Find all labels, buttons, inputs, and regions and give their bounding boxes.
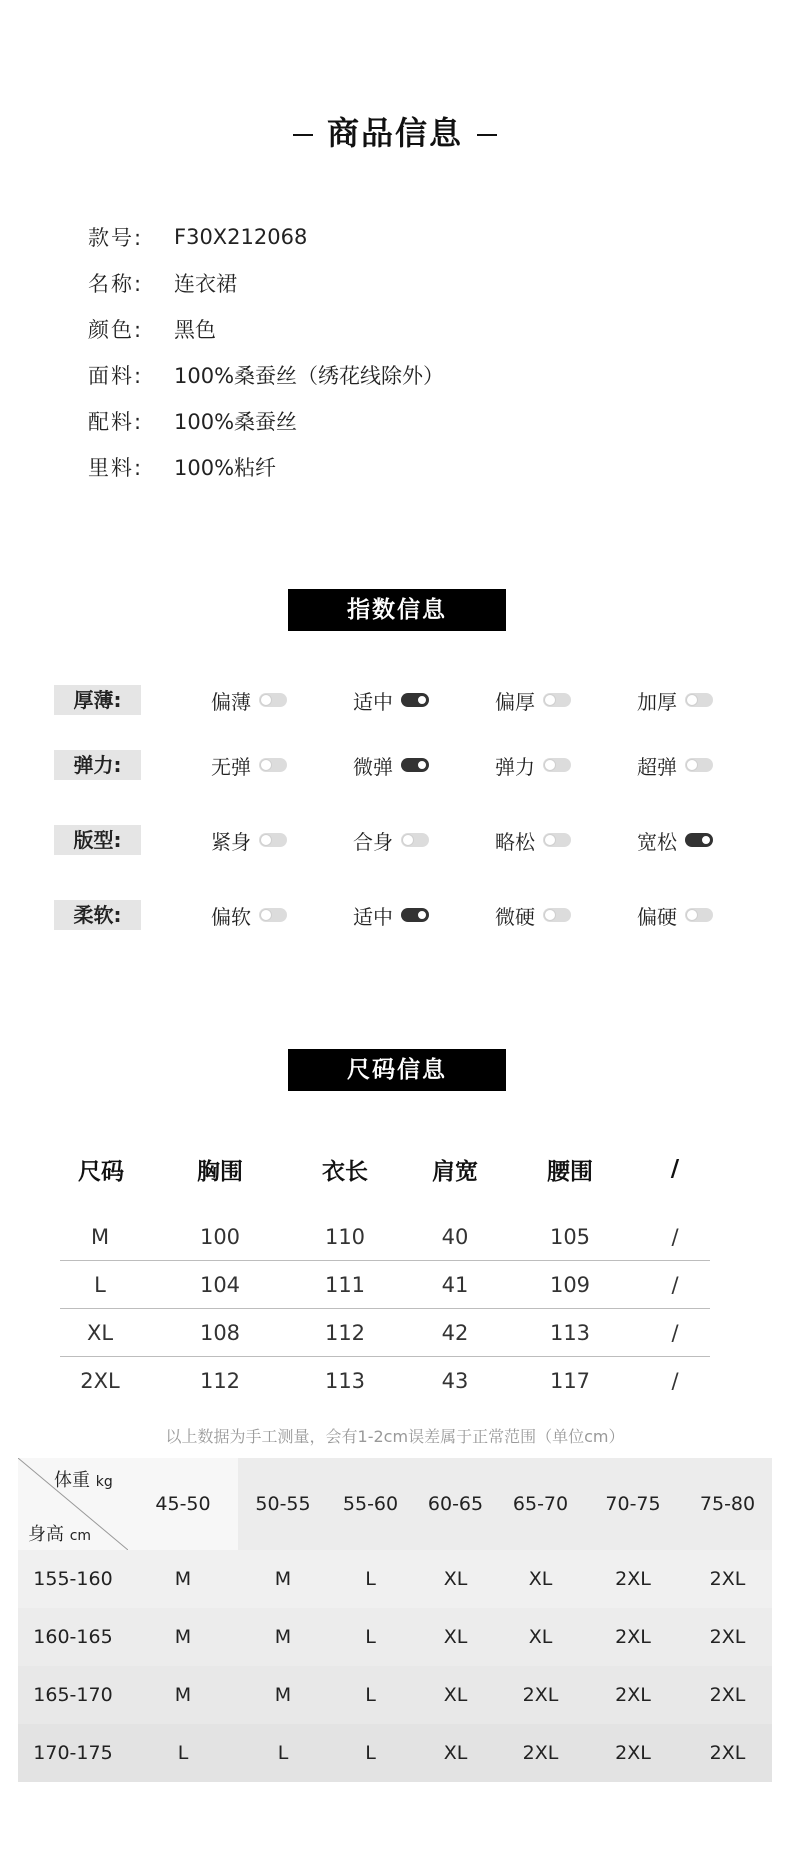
size-cell: 41 (441, 1272, 469, 1297)
toggle-off-icon (259, 758, 287, 772)
size-table (60, 1147, 710, 1405)
recommended-size-cell: 2XL (709, 1684, 746, 1706)
recommended-size-cell: L (365, 1568, 376, 1590)
height-range-cell: 165-170 (33, 1684, 113, 1706)
size-header-cell: / (670, 1156, 680, 1182)
index-option-label: 偏软 (211, 904, 251, 929)
recommend-grid-body (18, 1550, 772, 1782)
title-dash-right (477, 134, 497, 136)
index-option (211, 685, 287, 715)
index-row-label: 厚薄: (54, 685, 141, 715)
recommended-size-cell: M (274, 1568, 292, 1590)
size-cell: 105 (549, 1224, 591, 1249)
index-option-label: 偏厚 (495, 689, 535, 714)
info-value: 100%粘纤 (174, 456, 277, 480)
weight-range-cell: 50-55 (255, 1493, 311, 1515)
info-key: 名称: (88, 272, 144, 296)
size-table-body (60, 1213, 710, 1405)
recommended-size-cell: M (174, 1684, 192, 1706)
recommended-size-cell: 2XL (615, 1626, 651, 1648)
toggle-on-icon (401, 908, 429, 922)
height-range-cell: 155-160 (33, 1568, 113, 1590)
recommended-size-cell: 2XL (709, 1626, 746, 1648)
index-option-label: 加厚 (637, 689, 677, 714)
product-info-list (88, 214, 444, 490)
index-row (54, 750, 754, 780)
size-cell: 111 (324, 1272, 366, 1297)
recommended-size-cell: 2XL (615, 1742, 651, 1764)
recommended-size-cell: M (174, 1626, 192, 1648)
recommended-size-cell: 2XL (709, 1568, 746, 1590)
size-cell: 40 (441, 1224, 469, 1249)
index-row-label: 版型: (54, 825, 141, 855)
size-cell: 117 (549, 1369, 591, 1393)
size-cell: 108 (199, 1320, 241, 1345)
toggle-off-icon (543, 833, 571, 847)
measurement-note: 以上数据为手工测量，会有1-2cm误差属于正常范围（单位cm） (165, 1427, 625, 1446)
size-cell: 43 (441, 1369, 469, 1393)
index-info-header: 指数信息 (288, 589, 506, 631)
recommend-corner-cell (18, 1458, 128, 1550)
height-axis-label (28, 1520, 91, 1546)
index-option-label: 偏硬 (637, 904, 677, 929)
recommend-row (18, 1608, 772, 1666)
size-cell: / (671, 1369, 679, 1393)
index-option (353, 685, 429, 715)
recommended-size-cell: 2XL (522, 1742, 559, 1764)
info-row-trim (88, 398, 444, 444)
size-table-header (60, 1147, 710, 1191)
info-value: 100%桑蚕丝 (174, 410, 298, 434)
size-table-row (60, 1309, 710, 1357)
toggle-off-icon (543, 908, 571, 922)
recommended-size-cell: L (365, 1626, 376, 1648)
recommended-size-cell: M (174, 1568, 192, 1590)
recommended-size-cell: 2XL (615, 1684, 651, 1706)
weight-range-cell: 55-60 (342, 1493, 399, 1515)
index-option-label: 偏薄 (211, 689, 251, 714)
weight-label: 体重 (54, 1470, 90, 1491)
recommend-row (18, 1666, 772, 1724)
recommended-size-cell: XL (443, 1626, 468, 1648)
index-option-label: 适中 (353, 904, 393, 929)
recommend-row (18, 1724, 772, 1782)
size-table-row (60, 1357, 710, 1405)
info-value: 黑色 (174, 318, 216, 342)
index-row-label: 弹力: (54, 750, 141, 780)
info-key: 里料: (88, 456, 144, 480)
index-option (211, 750, 287, 780)
recommended-size-cell: L (277, 1742, 289, 1764)
size-cell: L (94, 1272, 106, 1297)
recommended-size-cell: XL (528, 1568, 553, 1590)
height-range-cell: 160-165 (33, 1626, 113, 1648)
index-option-label: 超弹 (637, 754, 677, 779)
toggle-on-icon (401, 693, 429, 707)
recommend-row (18, 1550, 772, 1608)
index-option (637, 825, 713, 855)
size-cell: 112 (199, 1369, 241, 1393)
info-key: 面料: (88, 364, 144, 388)
index-option (495, 685, 571, 715)
toggle-off-icon (685, 758, 713, 772)
weight-range-cell: 60-65 (427, 1493, 484, 1515)
size-table-row (60, 1213, 710, 1261)
size-cell: 42 (441, 1320, 469, 1345)
index-option-label: 合身 (353, 829, 393, 854)
info-row-name (88, 260, 444, 306)
recommended-size-cell: XL (443, 1742, 468, 1764)
index-option-label: 略松 (495, 829, 535, 854)
size-cell: 2XL (80, 1369, 120, 1393)
height-unit: cm (69, 1528, 92, 1544)
recommended-size-cell: L (365, 1684, 376, 1706)
weight-range-cell: 70-75 (605, 1493, 661, 1515)
title-dash-left (293, 134, 313, 136)
product-info-title (0, 108, 790, 154)
height-range-cell: 170-175 (33, 1742, 113, 1764)
size-cell: 112 (324, 1320, 366, 1345)
toggle-off-icon (259, 693, 287, 707)
index-option (637, 750, 713, 780)
index-option (637, 900, 713, 930)
info-value: 100%桑蚕丝（绣花线除外） (174, 364, 445, 388)
recommended-size-cell: L (177, 1742, 189, 1764)
height-label: 身高 (28, 1524, 64, 1545)
size-header-cell: 胸围 (197, 1158, 243, 1185)
toggle-off-icon (259, 908, 287, 922)
recommended-size-cell: 2XL (522, 1684, 559, 1706)
size-header-cell: 肩宽 (432, 1158, 478, 1185)
weight-range-cell: 45-50 (155, 1493, 211, 1515)
index-option (211, 900, 287, 930)
index-option-label: 无弹 (211, 754, 251, 779)
index-option (211, 825, 287, 855)
index-option-label: 适中 (353, 689, 393, 714)
info-row-style-no (88, 214, 444, 260)
index-option (353, 750, 429, 780)
info-row-fabric (88, 352, 444, 398)
info-row-lining (88, 444, 444, 490)
info-value: 连衣裙 (174, 272, 237, 296)
size-header-cell: 腰围 (547, 1158, 593, 1185)
index-option-label: 宽松 (637, 829, 677, 854)
recommended-size-cell: XL (528, 1626, 553, 1648)
index-option-label: 微弹 (353, 754, 393, 779)
size-cell: / (671, 1272, 679, 1297)
index-row (54, 900, 754, 930)
recommended-size-cell: M (274, 1684, 292, 1706)
toggle-on-icon (685, 833, 713, 847)
index-option-label: 紧身 (211, 829, 251, 854)
index-option (637, 685, 713, 715)
info-value: F30X212068 (174, 225, 308, 249)
recommended-size-cell: L (365, 1742, 376, 1764)
index-option (353, 825, 429, 855)
toggle-off-icon (543, 758, 571, 772)
weight-axis-label (54, 1466, 113, 1492)
size-cell: 110 (324, 1224, 366, 1249)
index-row (54, 685, 754, 715)
size-cell: XL (86, 1320, 114, 1345)
weight-range-cell: 75-80 (699, 1493, 756, 1515)
size-cell: 113 (324, 1369, 366, 1393)
toggle-off-icon (685, 693, 713, 707)
size-cell: M (90, 1224, 110, 1249)
recommended-size-cell: XL (443, 1684, 468, 1706)
recommended-size-cell: M (274, 1626, 292, 1648)
toggle-off-icon (259, 833, 287, 847)
toggle-off-icon (543, 693, 571, 707)
info-key: 款号: (88, 226, 144, 250)
size-info-header: 尺码信息 (288, 1049, 506, 1091)
recommend-grid-header (18, 1458, 772, 1550)
toggle-off-icon (685, 908, 713, 922)
size-cell: / (671, 1320, 679, 1345)
toggle-off-icon (401, 833, 429, 847)
index-option (495, 825, 571, 855)
index-option (495, 750, 571, 780)
size-header-cell: 尺码 (78, 1158, 124, 1185)
index-option-label: 微硬 (495, 904, 535, 929)
index-row (54, 825, 754, 855)
index-option (495, 900, 571, 930)
info-row-color (88, 306, 444, 352)
size-cell: 100 (199, 1224, 241, 1249)
index-option-label: 弹力 (495, 754, 535, 779)
index-row-label: 柔软: (54, 900, 141, 930)
info-key: 颜色: (88, 318, 144, 342)
size-cell: / (671, 1224, 679, 1249)
recommended-size-cell: 2XL (615, 1568, 651, 1590)
size-cell: 113 (549, 1320, 591, 1345)
index-option (353, 900, 429, 930)
size-cell: 109 (549, 1272, 591, 1297)
recommended-size-cell: 2XL (709, 1742, 746, 1764)
size-cell: 104 (199, 1272, 241, 1297)
product-info-title-text: 商品信息 (326, 114, 463, 152)
size-header-cell: 衣长 (322, 1158, 368, 1185)
info-key: 配料: (88, 410, 144, 434)
weight-range-cell: 65-70 (512, 1493, 569, 1515)
weight-unit: kg (95, 1474, 113, 1490)
recommended-size-cell: XL (443, 1568, 468, 1590)
toggle-on-icon (401, 758, 429, 772)
size-recommend-grid (18, 1458, 772, 1782)
size-table-row (60, 1261, 710, 1309)
